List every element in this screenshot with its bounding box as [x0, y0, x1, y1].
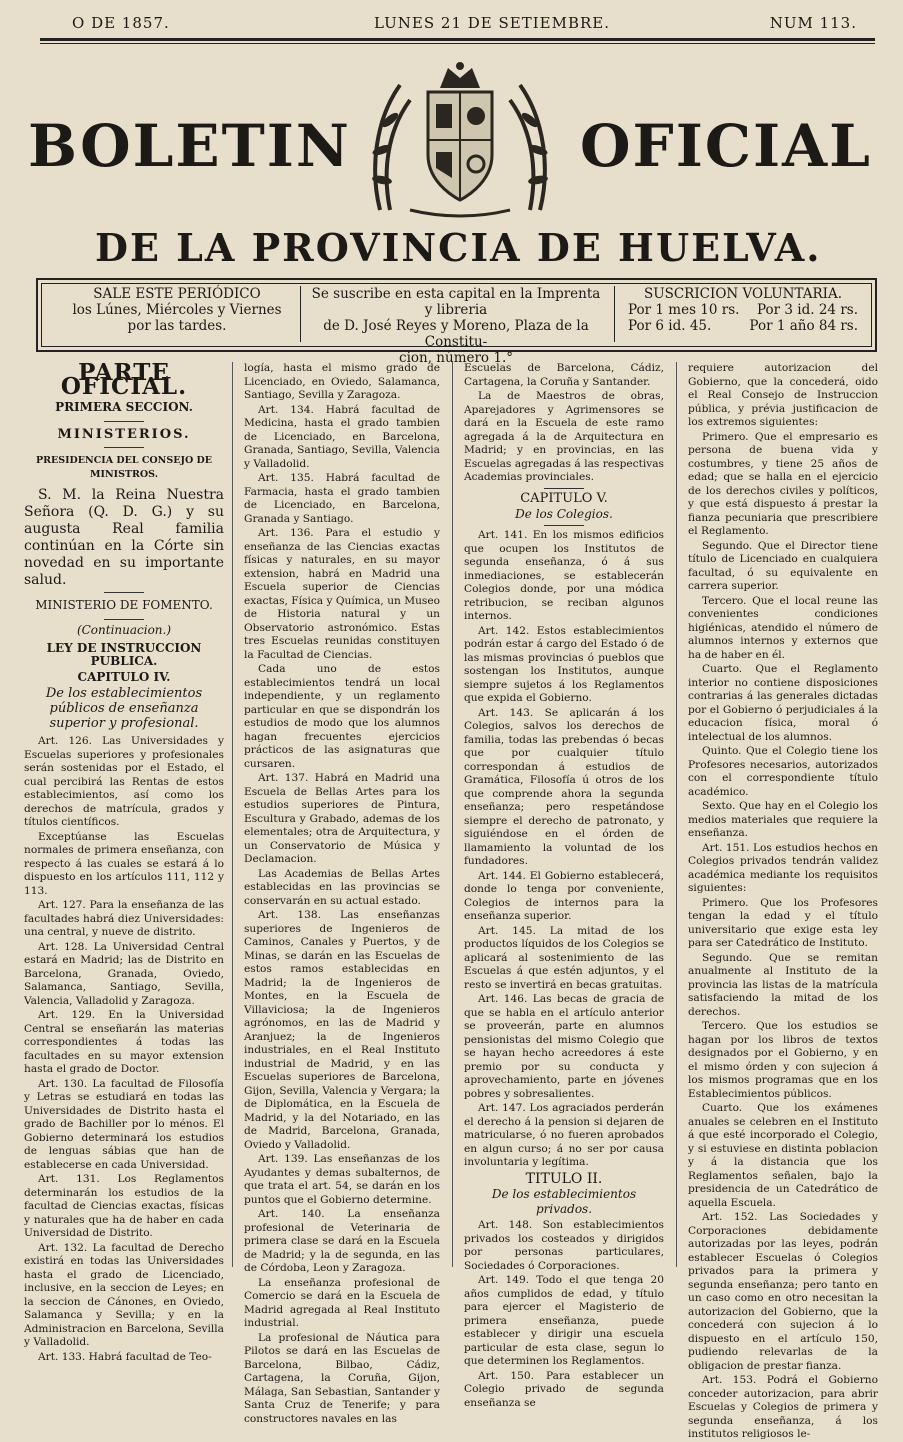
subscription-prices: [628, 286, 858, 334]
paragraph: Segundo. Que se remitan anualmente al Instituto de la provincia las listas de la matrícula satisfaciendo la mitad de los derechos.: [688, 951, 878, 1018]
paragraph: Art. 143. Se aplicarán á los Colegios, salvos los derechos de familia, todas las prebendas ó becas que por cualquier título correspondan á estudios de Gramática, Filosofía ú otros de los que comprende ahora la segunda enseñanza; pero respetándose siempre el derecho de patronato, y siguiéndose en el órden de llamamiento la voluntad de los fundadores.: [464, 706, 664, 867]
price-grid: [628, 302, 858, 334]
paragraph: Art. 150. Para establecer un Colegio privado de segunda enseñanza se: [464, 1369, 664, 1409]
publication-days: [52, 286, 302, 334]
subscription-place: [306, 286, 606, 366]
info-left-line-2: los Lúnes, Miércoles y Viernes: [72, 302, 282, 318]
royal-health-notice: S. M. la Reina Nuestra Señora (Q. D. G.) y su augusta Real familia continúan en la Córte sin novedad en su importante salud.: [24, 487, 224, 588]
chapter-v-title: De los Colegios.: [515, 507, 613, 521]
paragraph: Cuarto. Que el Reglamento interior no contiene disposiciones contrarias á las generales dictadas por el Gobierno ó perjudiciales á la educacion física, moral ó intelectual de los alumnos.: [688, 663, 878, 743]
info-middle-line-2: de D. José Reyes y Moreno, Plaza de la Constitu-: [323, 318, 589, 350]
continuacion-label: (Continuacion.): [76, 622, 172, 637]
column-divider: [452, 362, 453, 1267]
presidencia-heading: PRESIDENCIA DEL CONSEJO DE MINISTROS.: [35, 455, 213, 480]
paragraph: Art. 128. La Universidad Central estará en Madrid; las de Distrito en Barcelona, Granada, Oviedo, Salamanca, Santiago, Sevilla, Valencia, Valladolid y Zaragoza.: [24, 940, 224, 1007]
column-divider: [676, 362, 677, 1267]
paragraph: Art. 144. El Gobierno establecerá, donde lo tenga por conveniente, Colegios de internos para la enseñanza superior.: [464, 869, 664, 922]
title-ii: TITULO II.: [525, 1170, 603, 1187]
info-middle-line-3: cion, número 1.°: [399, 350, 513, 366]
price-1-year: Por 1 año 84 rs.: [749, 318, 858, 334]
primera-seccion: PRIMERA SECCION.: [55, 400, 193, 414]
column-3: [464, 362, 664, 1409]
paragraph: Art. 136. Para el estudio y enseñanza de las Ciencias exactas físicas y naturales, en su mayor extension, habrá en Madrid una Escuela superior de Ciencias exactas, Física y Química, un Museo de Historia natural y un Observatorio astronómico. Estas tres Escuelas reunidas constituyen la Facultad de Ciencias.: [244, 527, 440, 661]
paragraph: Art. 130. La facultad de Filosofía y Letras se estudiará en todas las Universidades de Distrito hasta el grado de Bachiller por lo ménos. El Gobierno determinará los estudios de lenguas sábias que han de establecerse en cada Universidad.: [24, 1077, 224, 1171]
paragraph: Art. 137. Habrá en Madrid una Escuela de Bellas Artes para los estudios superiores de Pintura, Escultura y Grabado, ademas de los elementales; otra de Arquitectura, y un Conservatorio de Música y Declamacion.: [244, 772, 440, 865]
column-divider: [232, 362, 233, 1267]
paragraph: Art. 149. Todo el que tenga 20 años cumplidos de edad, y título para ejercer el Magisterio de primera enseñanza, puede establecer y dirigir una escuela particular de esta clase, segun lo que determinen los Reglamentos.: [464, 1274, 664, 1367]
subscription-info-box: [36, 278, 877, 366]
info-middle-line-1: Se suscribe en esta capital en la Imprenta y libreria: [311, 286, 601, 318]
paragraph: Art. 146. Las becas de gracia de que se habla en el artículo anterior se proveerán, parte en alumnos pensionistas del mismo Colegio que se hayan hecho acreedores á este premio por su conducta y aprovechamiento, parte en jóvenes pobres y sobresalientes.: [464, 993, 664, 1100]
column-1: [24, 359, 224, 1363]
short-rule: [104, 421, 144, 422]
price-1-month: Por 1 mes 10 rs.: [628, 302, 740, 318]
price-6-months: Por 6 id. 45.: [628, 318, 712, 334]
paragraph: Art. 151. Los estudios hechos en Colegios privados tendrán validez académica mediante los requisitos siguientes:: [688, 841, 878, 894]
paragraph: requiere autorizacion del Gobierno, que la concederá, oido el Real Consejo de Instruccion pública, y prévia justificacion de los extremos siguientes:: [688, 362, 878, 428]
paragraph: Primero. Que los Profesores tengan la edad y el título universitario que exige esta ley para ser Catedrático de Instituto.: [688, 896, 878, 949]
info-divider: [300, 286, 301, 342]
paragraph: Cuarto. Que los exámenes anuales se celebren en el Instituto á que esté incorporado el Colegio, y si estuviese en distinta poblacion y á la distancia que los Reglamentos señalen, bajo la presidencia de un Catedrático de aquella Escuela.: [688, 1102, 878, 1209]
paragraph: Art. 142. Estos establecimientos podrán estar á cargo del Estado ó de las mismas provincias ó pueblos que sostengan los Institutos, aunque siempre sujetos á los Reglamentos que expida el Gobierno.: [464, 624, 664, 704]
paragraph: Art. 127. Para la enseñanza de las facultades habrá diez Universidades: una central, y nueve de distrito.: [24, 899, 224, 938]
prices-title: SUSCRICION VOLUNTARIA.: [643, 286, 843, 302]
column-2: [244, 362, 440, 1425]
short-rule: [104, 619, 144, 620]
info-left-line-1: SALE ESTE PERIÓDICO: [93, 286, 261, 302]
paragraph: logía, hasta el mismo grado de Licenciado, en Oviedo, Salamanca, Santiago, Sevilla y Zaragoza.: [244, 362, 440, 401]
paragraph: Art. 133. Habrá facultad de Teo-: [38, 1350, 212, 1363]
paragraph: Art. 134. Habrá facultad de Medicina, hasta el grado tambien de Licenciado, en Barcelona, Granada, Santiago, Sevilla, Valencia y Valladolid.: [244, 403, 440, 470]
paragraph: Art. 147. Los agraciados perderán el derecho á la pension si dejaren de matricularse, ó no fueren aprobados en algun curso; á no ser por causa involuntaria y legítima.: [464, 1102, 664, 1168]
paragraph: Tercero. Que los estudios se hagan por los libros de textos designados por el Gobierno, y en el mismo órden y con sujecion á los mismos programas que en los Establecimientos públicos.: [688, 1020, 878, 1100]
issue-date: LUNES 21 DE SETIEMBRE.: [374, 14, 610, 32]
paragraph: Art. 152. Las Sociedades y Corporaciones debidamente autorizadas por las leyes, podrán establecer Escuelas ó Colegios privados para la primera y segunda enseñanza; pero tanto en un caso como en otro necesitan la autorizacion del Gobierno, que la concederá con sujecion á lo dispuesto en el artículo 150, pudiendo relevarlas de la obligacion de prestar fianza.: [688, 1211, 878, 1372]
paragraph: Escuelas de Barcelona, Cádiz, Cartagena, la Coruña y Santander.: [464, 362, 664, 388]
header-rule-thin: [40, 43, 875, 44]
info-left-line-3: por las tardes.: [127, 318, 227, 334]
paragraph: Art. 153. Podrá el Gobierno conceder autorizacion, para abrir Escuelas y Colegios de primera y segunda enseñanza, á los institutos religiosos le-: [688, 1374, 878, 1440]
paragraph: La enseñanza profesional de Comercio se dará en la Escuela de Madrid agregada al Real Instituto industrial.: [244, 1276, 440, 1329]
issue-year: O DE 1857.: [72, 14, 170, 32]
coat-of-arms-icon: [360, 60, 560, 220]
chapter-iv-title: De los establecimientos públicos de enseñanza superior y profesional.: [45, 686, 203, 731]
paragraph: La de Maestros de obras, Aparejadores y Agrimensores se dará en la Escuela de este ramo agregada á la de Arquitectura en Madrid; y en provincias, en las Escuelas agregadas á las respectivas Academias provinciales.: [464, 390, 664, 483]
paragraph: Art. 139. Las enseñanzas de los Ayudantes y demas subalternos, de que trata el art. 54, se darán en los puntos que el Gobierno determine.: [244, 1153, 440, 1206]
masthead-subtitle: DE LA PROVINCIA DE HUELVA.: [95, 225, 822, 270]
paragraph: Art. 129. En la Universidad Central se enseñarán las materias correspondientes á todas las facultades en su mayor extension hasta el grado de Doctor.: [24, 1009, 224, 1075]
short-rule: [544, 488, 584, 489]
paragraph: Art. 135. Habrá facultad de Farmacia, hasta el grado tambien de Licenciado, en Barcelona, Granada y Santiago.: [244, 472, 440, 525]
title-ii-subtitle: De los establecimientos privados.: [491, 1187, 637, 1216]
paragraph: Sexto. Que hay en el Colegio los medios materiales que requiere la enseñanza.: [688, 800, 878, 839]
paragraph: Art. 140. La enseñanza profesional de Veterinaria de primera clase se dará en la Escuela de Madrid; y la de segunda, en las de Córdoba, Leon y Zaragoza.: [244, 1208, 440, 1274]
paragraph: Art. 141. En los mismos edificios que ocupen los Institutos de segunda enseñanza, ó á sus inmediaciones, se establecerán Colegios donde, por una módica retribucion, se reciban algunos internos.: [464, 529, 664, 622]
chapter-v: CAPITULO V.: [520, 490, 608, 506]
ministerio-fomento: MINISTERIO DE FOMENTO.: [35, 598, 213, 612]
paragraph: Exceptúanse las Escuelas normales de primera enseñanza, con respecto á las cuales se estará á lo dispuesto en los artículos 111, 112 y 113.: [24, 830, 224, 897]
masthead-word-boletin: BOLETIN: [28, 112, 351, 180]
paragraph: Art. 148. Son establecimientos privados los costeados y dirigidos por personas particulares, Sociedades ó Corporaciones.: [464, 1219, 664, 1272]
short-rule: [544, 525, 584, 526]
paragraph: Segundo. Que el Director tiene título de Licenciado en cualquiera facultad, ó su equivalente en carrera superior.: [688, 539, 878, 592]
paragraph: La profesional de Náutica para Pilotos se dará en las Escuelas de Barcelona, Bilbao, Cádiz, Cartagena, la Coruña, Gijon, Málaga, San Sebastian, Santander y Santa Cruz de Tenerife; y para constructores navales en las: [244, 1331, 440, 1425]
column-4: [688, 362, 878, 1440]
info-divider: [614, 286, 615, 342]
masthead: [0, 60, 903, 275]
chapter-iv: CAPITULO IV.: [77, 669, 171, 684]
price-3-months: Por 3 id. 24 rs.: [757, 302, 858, 318]
law-title: LEY DE INSTRUCCION PUBLICA.: [46, 640, 202, 668]
header-rule: [40, 38, 875, 41]
issue-number: NUM 113.: [769, 14, 857, 32]
ministerios-heading: MINISTERIOS.: [57, 426, 191, 442]
paragraph: Primero. Que el empresario es persona de buena vida y costumbres, y tiene 25 años de edad; que se halla en el ejercicio de los derechos civiles y políticos, y que está dispuesto á prestar la fianza pecuniaria que prescribiere el Reglamento.: [688, 430, 878, 537]
paragraph: Art. 138. Las enseñanzas superiores de Ingenieros de Caminos, Canales y Puertos, y de Minas, se darán en las Escuelas de estos ramos establecidas en Madrid; la de Ingenieros de Montes, en la Escuela de Villaviciosa; la de Ingenieros agrónomos, en las de Madrid y Aranjuez; la de Ingenieros industriales, en el Real Instituto industrial de Madrid, y en las Escuelas superiores de Barcelona, Gijon, Sevilla, Valencia y Vergara; la de Diplomática, en la Escuela de Madrid, y la del Notariado, en las de Madrid, Barcelona, Granada, Oviedo y Valladolid.: [244, 909, 440, 1151]
short-rule: [104, 592, 144, 593]
header-line: [52, 6, 875, 36]
section-heading-parte-oficial: PARTE OFICIAL.: [60, 359, 188, 400]
short-rule: [104, 447, 144, 448]
paragraph: Art. 132. La facultad de Derecho existirá en todas las Universidades hasta el grado de Licenciado, inclusive, en la seccion de Leyes; en la seccion de Cánones, en Oviedo, Salamanca y Sevilla; y en la Administracion en Barcelona, Sevilla y Valladolid.: [24, 1241, 224, 1348]
paragraph: Cada uno de estos establecimientos tendrá un local independiente, y un reglamento particular en que se dispondrán los estudios de modo que los alumnos hagan frecuentes ejercicios prácticos de las asignaturas que cursaren.: [244, 663, 440, 770]
masthead-word-oficial: OFICIAL: [580, 112, 872, 180]
paragraph: Art. 126. Las Universidades y Escuelas superiores y profesionales serán sostenidas por el Estado, el cual percibirá las Rentas de estos establecimientos, así como los derechos de matrícula, grados y títulos científicos.: [24, 735, 224, 828]
paragraph: Las Academias de Bellas Artes establecidas en las provincias se conservarán en su actual estado.: [244, 867, 440, 907]
paragraph: Art. 131. Los Reglamentos determinarán los estudios de la facultad de Ciencias exactas, físicas y naturales que ha de haber en cada Universidad de Distrito.: [24, 1173, 224, 1239]
paragraph: Quinto. Que el Colegio tiene los Profesores necesarios, autorizados con el correspondiente título académico.: [688, 745, 878, 798]
paragraph: Tercero. Que el local reune las convenientes condiciones higiénicas, atendido el número de alumnos internos y externos que ha de haber en él.: [688, 594, 878, 661]
paragraph: Art. 145. La mitad de los productos líquidos de los Colegios se aplicará al sostenimiento de las Escuelas á que estén adjuntos, y el resto se invertirá en becas gratuitas.: [464, 924, 664, 991]
